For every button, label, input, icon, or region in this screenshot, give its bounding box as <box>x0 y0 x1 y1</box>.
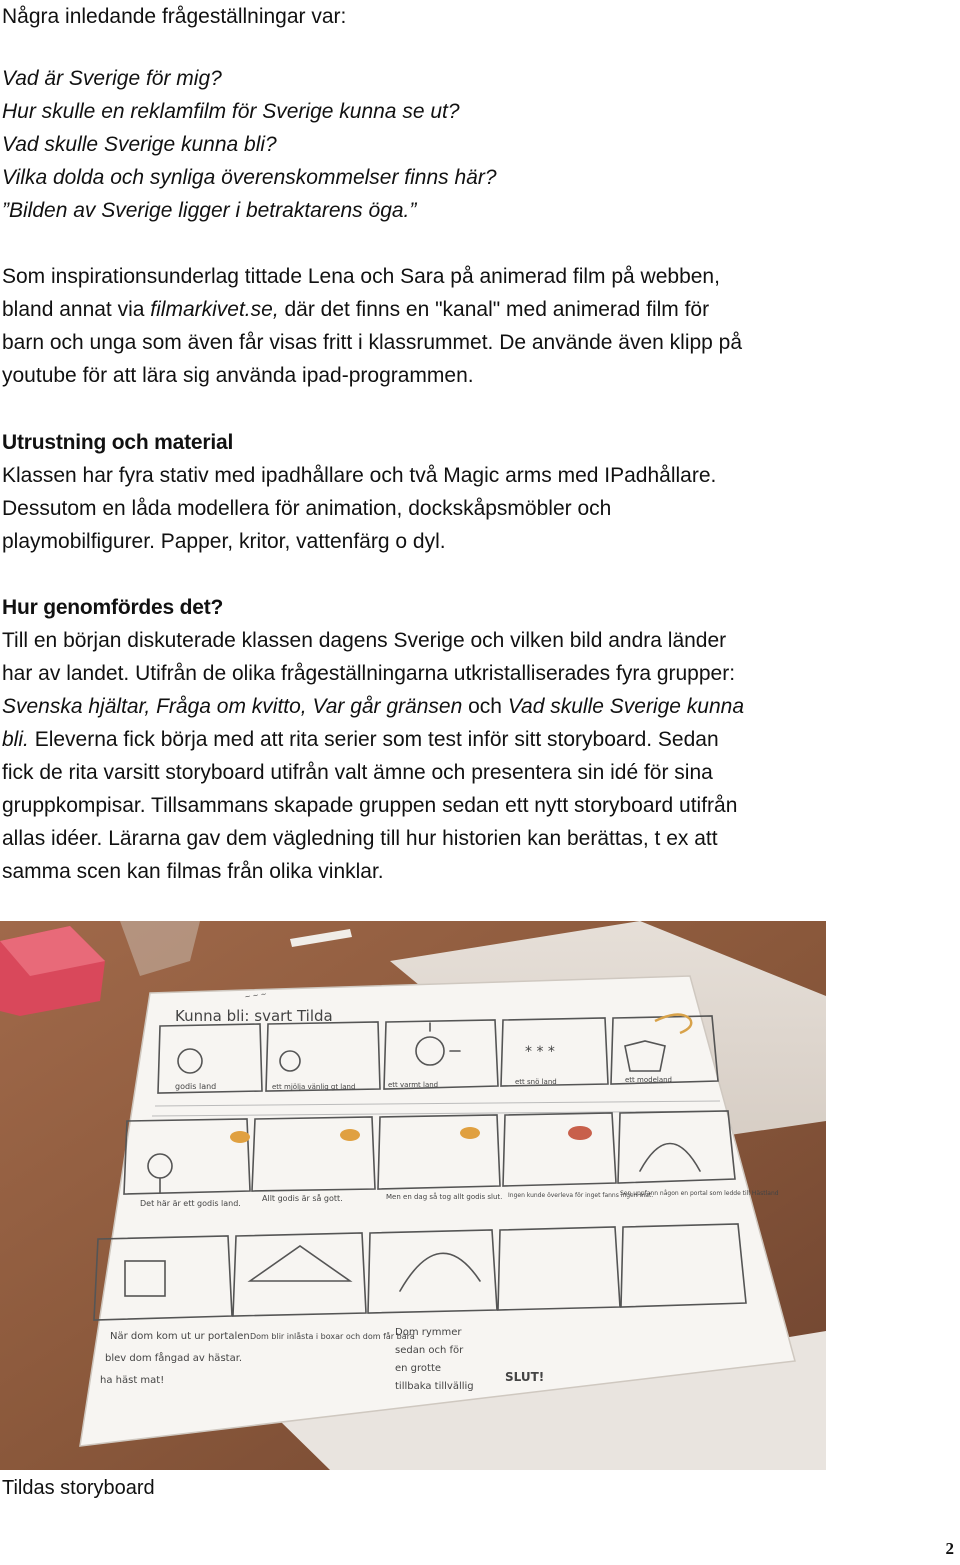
frame-caption: Allt godis är så gott. <box>262 1194 343 1203</box>
text-span: och <box>462 695 508 718</box>
inspiration-paragraph <box>2 260 942 392</box>
group-name: bli. <box>2 728 29 751</box>
storyboard-photo <box>0 921 826 1470</box>
svg-text:* * *: * * * <box>525 1044 555 1060</box>
paragraph-line: Som inspirationsunderlag tittade Lena och Sara på animerad film på webben, <box>2 265 720 288</box>
text-span: där det finns en "kanal" med animerad film för <box>278 298 710 321</box>
frame-caption: ha häst mat! <box>100 1375 165 1386</box>
frame-caption: Det här är ett godis land. <box>140 1199 241 1208</box>
equipment-section <box>2 426 942 558</box>
page-number: 2 <box>945 1539 954 1558</box>
header-note: ~ ~ ~ <box>244 989 268 1001</box>
question-item: Vilka dolda och synliga överenskommelser finns här? <box>2 166 497 189</box>
question-item: Vad är Sverige för mig? <box>2 67 222 90</box>
paragraph-line: gruppkompisar. Tillsammans skapade gruppen sedan ett nytt storyboard utifrån <box>2 794 738 817</box>
frame-caption: ett varmt land <box>388 1081 439 1089</box>
frame-caption: Men en dag så tog allt godis slut. <box>386 1193 503 1201</box>
frame-caption: ett snö land <box>515 1078 557 1086</box>
frame-caption: tillbaka tillvällig <box>395 1381 474 1392</box>
paragraph-line: playmobilfigurer. Papper, kritor, vattenfärg o dyl. <box>2 530 446 553</box>
paragraph-line: allas idéer. Lärarna gav dem vägledning till hur historien kan berättas, t ex att <box>2 827 718 850</box>
paragraph-line: Till en början diskuterade klassen dagens Sverige och vilken bild andra länder <box>2 629 727 652</box>
paragraph-line: fick de rita varsitt storyboard utifrån valt ämne och presentera sin idé för sina <box>2 761 713 784</box>
frame-caption: SLUT! <box>505 1370 545 1384</box>
question-item: Vad skulle Sverige kunna bli? <box>2 133 277 156</box>
paragraph-line: samma scen kan filmas från olika vinklar. <box>2 860 384 883</box>
frame-caption: ett mjölja vänlig gt land <box>272 1083 356 1091</box>
frame-caption: Dom blir inlåsta i boxar och dom får bara <box>250 1332 415 1341</box>
frame-caption: När dom kom ut ur portalen <box>110 1331 250 1342</box>
section-heading: Utrustning och material <box>2 431 234 454</box>
frame-caption: en grotte <box>395 1363 442 1374</box>
question-item: Hur skulle en reklamfilm för Sverige kunna se ut? <box>2 100 460 123</box>
paragraph-line <box>2 723 942 756</box>
question-list <box>2 62 942 227</box>
process-section <box>2 591 942 888</box>
paragraph-line <box>2 293 942 326</box>
paragraph-line: Dessutom en låda modellera för animation, dockskåpsmöbler och <box>2 497 612 520</box>
paragraph-line <box>2 690 942 723</box>
frame-caption: Sen uppfann någon en portal som ledde till Hästland <box>620 1190 779 1197</box>
paragraph-line: har av landet. Utifrån de olika frågeställningarna utkristalliserades fyra grupper: <box>2 662 736 685</box>
text-span: bland annat via <box>2 298 151 321</box>
filmarkivet-link[interactable]: filmarkivet.se, <box>150 298 279 321</box>
paragraph-line: youtube för att lära sig använda ipad-programmen. <box>2 364 474 387</box>
frame-caption: blev dom fångad av hästar. <box>105 1353 243 1364</box>
photo-caption: Tildas storyboard <box>2 1477 155 1499</box>
intro-heading: Några inledande frågeställningar var: <box>2 5 347 28</box>
section-heading: Hur genomfördes det? <box>2 596 224 619</box>
frame-caption: ett modeland <box>625 1076 672 1084</box>
paragraph-line: barn och unga som även får visas fritt i klassrummet. De använde även klipp på <box>2 331 743 354</box>
group-name: Vad skulle Sverige kunna <box>507 695 745 718</box>
frame-caption: Ingen kunde överleva för inget fanns ingen mat. <box>508 1192 654 1199</box>
frame-caption: sedan och för <box>395 1345 464 1356</box>
paragraph-line: Klassen har fyra stativ med ipadhållare och två Magic arms med IPadhållare. <box>2 464 717 487</box>
group-names: Svenska hjältar, Fråga om kvitto, Var går gränsen <box>2 695 463 718</box>
text-span: Eleverna fick börja med att rita serier som test inför sitt storyboard. Sedan <box>28 728 719 751</box>
storyboard-title: Kunna bli: svart Tilda <box>175 1007 333 1025</box>
frame-caption: godis land <box>175 1082 217 1091</box>
question-item: ”Bilden av Sverige ligger i betraktarens öga.” <box>2 199 417 222</box>
frame-caption: Dom rymmer <box>395 1327 462 1338</box>
